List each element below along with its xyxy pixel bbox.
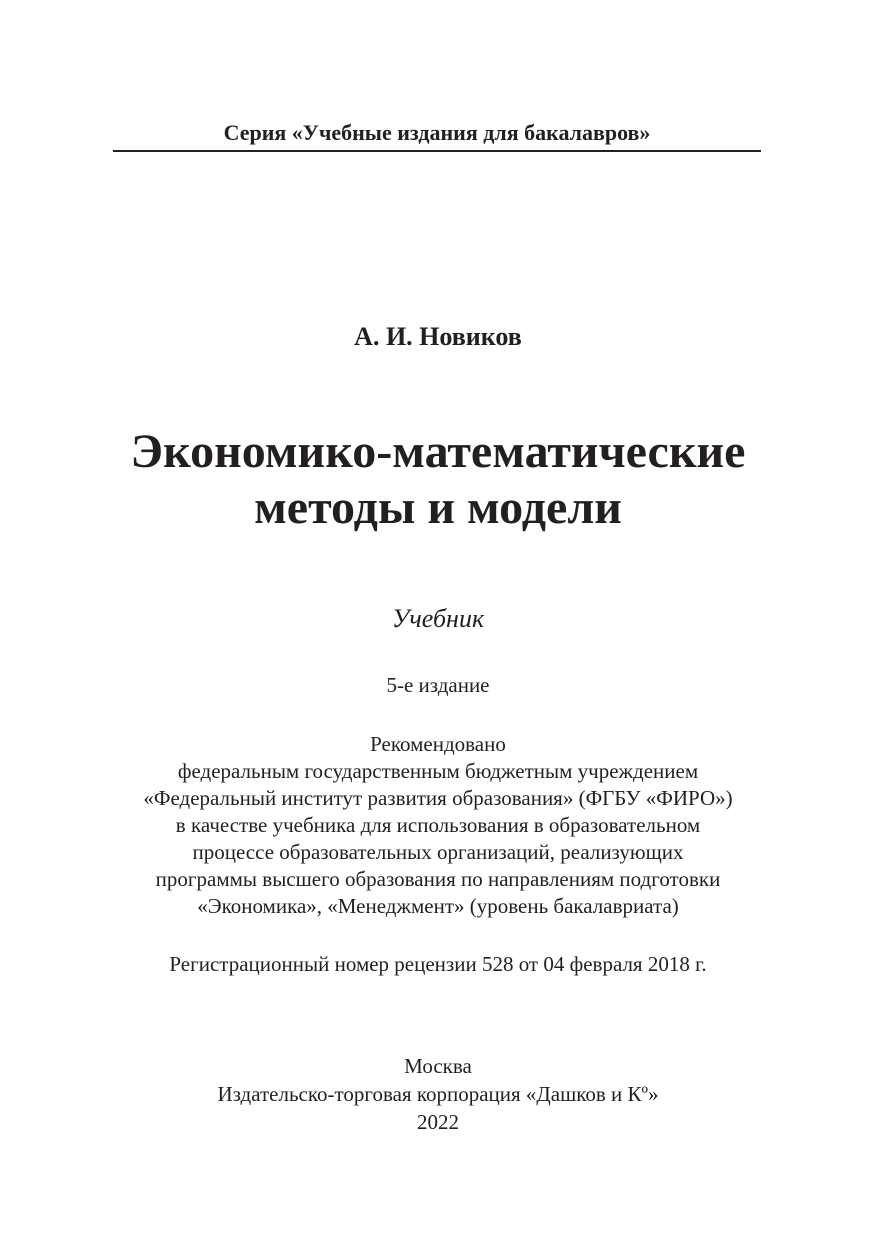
recommendation-line: в качестве учебника для использования в образовательном bbox=[175, 813, 701, 837]
imprint-city: Москва bbox=[404, 1054, 472, 1078]
recommendation-line: федеральным государственным бюджетным учреждением bbox=[177, 759, 699, 783]
recommendation-block bbox=[0, 731, 876, 920]
recommendation-line: Рекомендовано bbox=[370, 732, 506, 756]
book-title-line: Экономико-математические bbox=[130, 425, 746, 478]
series-heading: Серия «Учебные издания для бакалавров» bbox=[223, 120, 651, 145]
author-name: А. И. Новиков bbox=[354, 322, 522, 351]
registration-number: Регистрационный номер рецензии 528 от 04 февраля 2018 г. bbox=[169, 952, 707, 976]
imprint-publisher: Издательско-торговая корпорация «Дашков и Кº» bbox=[217, 1082, 659, 1106]
recommendation-line: процессе образовательных организаций, реализующих bbox=[192, 840, 684, 864]
imprint-block bbox=[0, 1052, 876, 1136]
imprint-year: 2022 bbox=[417, 1110, 459, 1134]
recommendation-line: программы высшего образования по направлениям подготовки bbox=[155, 867, 721, 891]
series-divider bbox=[113, 150, 761, 152]
recommendation-line: «Федеральный институт развития образования» (ФГБУ «ФИРО») bbox=[143, 786, 733, 810]
edition-label: 5-е издание bbox=[386, 673, 490, 697]
recommendation-line: «Экономика», «Менеджмент» (уровень бакалавриата) bbox=[197, 894, 679, 918]
book-title-line: методы и модели bbox=[254, 481, 622, 534]
book-title bbox=[0, 424, 876, 536]
genre-label: Учебник bbox=[391, 604, 485, 633]
